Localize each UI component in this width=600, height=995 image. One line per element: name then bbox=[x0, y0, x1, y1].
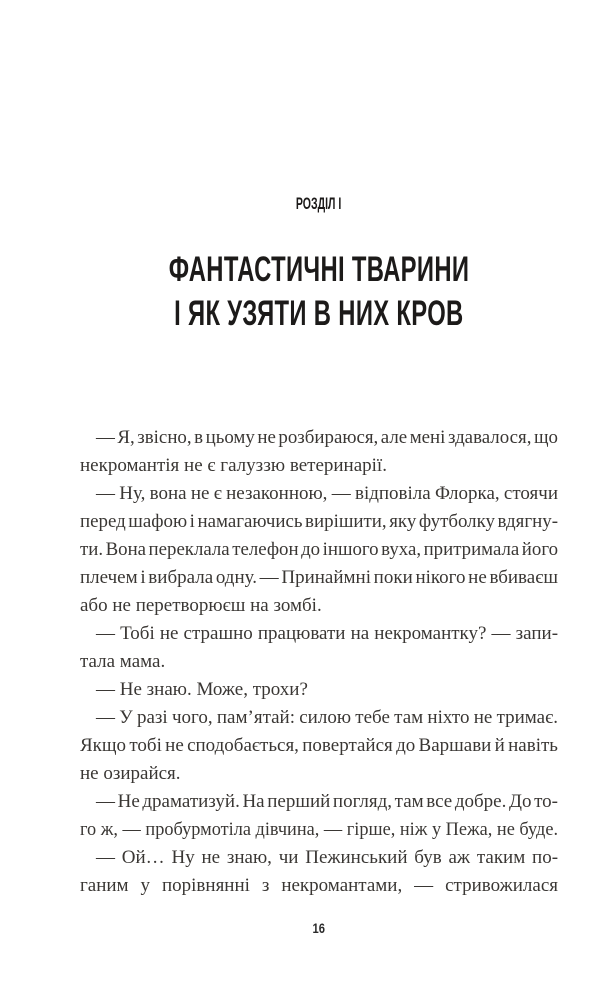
page-number bbox=[80, 920, 558, 936]
text-line bbox=[80, 564, 558, 592]
text-line-content: го ж, — пробурмотіла дівчина, — гірше, ніж у Пежа, не буде. bbox=[80, 819, 559, 840]
text-line bbox=[80, 480, 558, 508]
text-line-content: перед шафою і намагаючись вирішити, яку футболку вдягну- bbox=[80, 511, 559, 532]
text-line-content: не озирайся. bbox=[80, 763, 181, 784]
text-line bbox=[80, 704, 558, 732]
text-line bbox=[80, 844, 558, 872]
paragraph bbox=[80, 704, 558, 788]
chapter-title-line1: ФАНТАСТИЧНІ ТВАРИНИ bbox=[168, 250, 470, 289]
text-line bbox=[80, 620, 558, 648]
text-line bbox=[80, 648, 558, 676]
paragraph bbox=[80, 424, 558, 480]
paragraph bbox=[80, 788, 558, 844]
chapter-label-text: РОЗДІЛ І bbox=[296, 194, 342, 213]
text-line-content: некромантія не є галуззю ветеринарії. bbox=[80, 455, 387, 476]
text-line-content: ганим у порівнянні з некромантами, — стривожилася bbox=[80, 875, 558, 896]
paragraph bbox=[80, 676, 558, 704]
text-line bbox=[80, 872, 558, 900]
text-line bbox=[80, 676, 558, 704]
text-line-content: — Я, звісно, в цьому не розбираюся, але мені здавалося, що bbox=[96, 427, 558, 448]
text-line-content: — У разі чого, пам’ятай: силою тебе там ніхто не тримає. bbox=[96, 707, 559, 728]
text-line-content: або не перетворюєш на зомбі. bbox=[80, 595, 322, 616]
text-line-content: плечем і вибрала одну. — Принаймні поки нікого не вбиваєш bbox=[80, 567, 558, 588]
text-line bbox=[80, 760, 558, 788]
text-line bbox=[80, 536, 558, 564]
paragraph bbox=[80, 620, 558, 676]
text-line-content: — Ой… Ну не знаю, чи Пежинський був аж таким по- bbox=[96, 847, 559, 868]
text-line bbox=[80, 424, 558, 452]
chapter-title bbox=[80, 248, 558, 336]
text-line-content: тала мама. bbox=[80, 651, 166, 672]
text-line bbox=[80, 508, 558, 536]
text-line-content: ти. Вона переклала телефон до іншого вуха, притримала його bbox=[80, 539, 559, 560]
text-line-content: Якщо тобі не сподобається, повертайся до Варшави й навіть bbox=[80, 735, 558, 756]
text-line bbox=[80, 592, 558, 620]
paragraph bbox=[80, 844, 558, 900]
page-number-text: 16 bbox=[312, 920, 326, 936]
text-line-content: — Тобі не страшно працювати на некромантку? — запи- bbox=[96, 623, 559, 644]
text-line bbox=[80, 816, 558, 844]
chapter-heading bbox=[80, 196, 558, 336]
text-line-content: — Не драматизуй. На перший погляд, там все добре. До то- bbox=[96, 791, 558, 812]
body-text bbox=[80, 424, 558, 900]
text-line bbox=[80, 732, 558, 760]
paragraph bbox=[80, 480, 558, 620]
chapter-title-line2: І ЯК УЗЯТИ В НИХ КРОВ bbox=[174, 294, 464, 333]
chapter-label bbox=[80, 196, 558, 212]
text-line bbox=[80, 452, 558, 480]
text-line bbox=[80, 788, 558, 816]
text-line-content: — Ну, вона не є незаконною, — відповіла Флорка, стоячи bbox=[96, 483, 559, 504]
text-line-content: — Не знаю. Може, трохи? bbox=[96, 679, 308, 700]
